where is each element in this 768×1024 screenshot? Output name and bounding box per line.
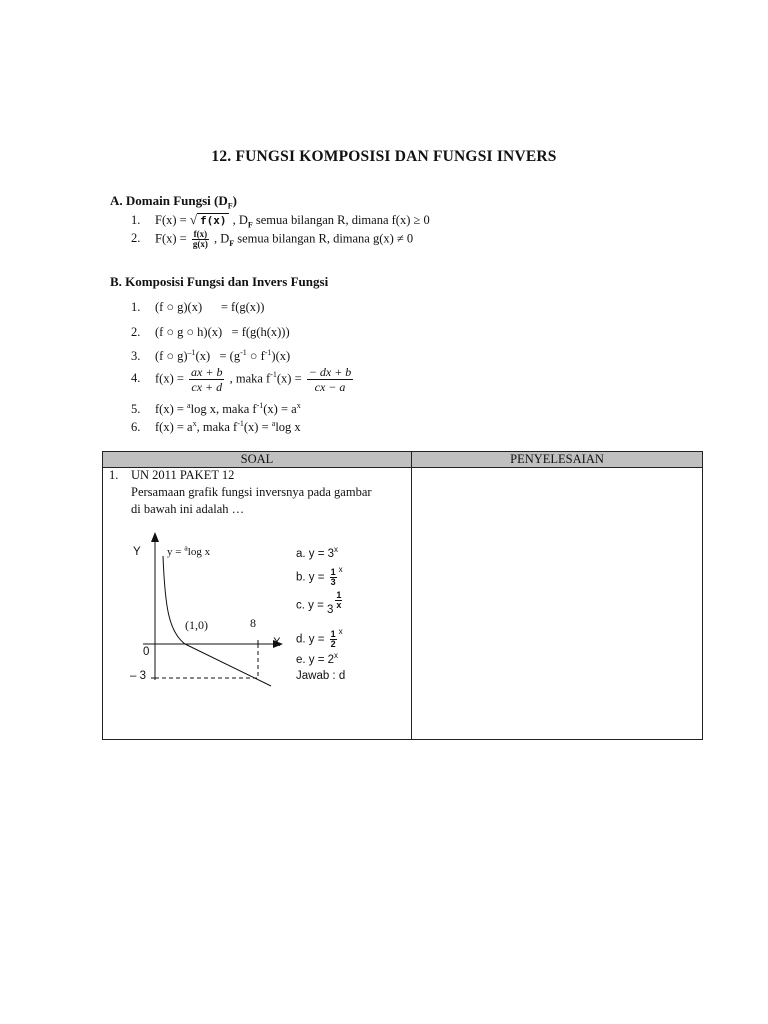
option-a: a. $y = 3^x$	[296, 545, 339, 560]
log-curve	[163, 556, 185, 644]
composition-item-4: 4. f(x) = $\frac{ax + b}{cx + d}$ , maka $f^{-1}(x)$ = $\frac{- dx + b}{cx - a}$	[131, 365, 352, 394]
fraction: $\frac{1}{3}$	[330, 567, 336, 587]
option-d: d. y = $\frac{1}{2}$ $^x$	[296, 626, 343, 649]
question-text-line-1: Persamaan grafik fungsi inversnya pada gambar	[131, 485, 372, 499]
domain-item-2: 2. F(x) = $\frac{f(x)}{g(x)}$ , $D_F$ semua bilangan R, dimana g(x) ≠ 0	[131, 229, 414, 249]
composition-item-1: 1. (f ○ g)(x) = f(g(x))	[131, 300, 265, 314]
section-b-heading: B. Komposisi Fungsi dan Invers Fungsi	[110, 274, 329, 289]
composition-item-3: 3. (f ○ $g)^{-1}(x) = (g^{-1}$ ○ $f^{-1})(x)$	[131, 347, 291, 363]
option-e: e. $y = 2^x$	[296, 651, 339, 666]
fraction: $\frac{1}{x}$	[336, 590, 342, 610]
section-a-heading: A. Domain Fungsi $(D_F)$	[110, 193, 237, 211]
domain-item-1: 1. F(x) = √ f(x) , $D_F$ semua bilangan R, dimana f(x) ≥ 0	[131, 212, 430, 230]
y-axis-arrow-icon	[151, 532, 159, 542]
fraction: $\frac{ax + b}{cx + d}$	[191, 365, 223, 394]
origin-label: 0	[143, 646, 150, 658]
composition-item-2: 2. (f ○ g ○ h)(x) = f(g(h(x)))	[131, 325, 290, 339]
y-axis-label: Y	[133, 546, 141, 558]
fraction: $\frac{1}{2}$	[330, 629, 336, 649]
composition-item-5: 5. f(x) = $^a$log x, maka $f^{-1}(x) = a^x$	[131, 400, 301, 416]
y-tick-label: – 3	[130, 670, 146, 682]
question-cell	[103, 468, 412, 740]
option-b: b. y = $\frac{1}{3}$ $^x$	[296, 564, 343, 587]
header-penyelesaian: PENYELESAIAN	[412, 452, 703, 468]
x-tick-label: 8	[250, 616, 256, 630]
x-axis-label: X	[273, 637, 281, 649]
fraction: $\frac{- dx + b}{cx - a}$	[308, 365, 352, 394]
composition-item-6: 6. $f(x) = a^x$, maka $f^{-1}(x) = ^a\log$ x	[131, 418, 301, 434]
question-number: 1.	[109, 468, 119, 482]
page-title: 12. FUNGSI KOMPOSISI DAN FUNGSI INVERS	[211, 148, 557, 165]
point-label: (1,0)	[185, 618, 208, 632]
problem-table	[102, 451, 703, 740]
header-soal: SOAL	[103, 452, 412, 468]
question-text-line-2: di bawah ini adalah …	[131, 502, 245, 516]
question-source: UN 2011 PAKET 12	[131, 468, 235, 482]
option-c: c. y = 3 $\frac{1}{x}$	[296, 590, 342, 616]
sqrt-radicand: f(x)	[197, 213, 230, 227]
curve-label: y = $^a$log x	[167, 543, 211, 558]
solution-cell[interactable]	[412, 468, 703, 740]
answer-text: Jawab : d	[296, 670, 346, 682]
fraction: $\frac{f(x)}{g(x)}$	[192, 229, 208, 249]
